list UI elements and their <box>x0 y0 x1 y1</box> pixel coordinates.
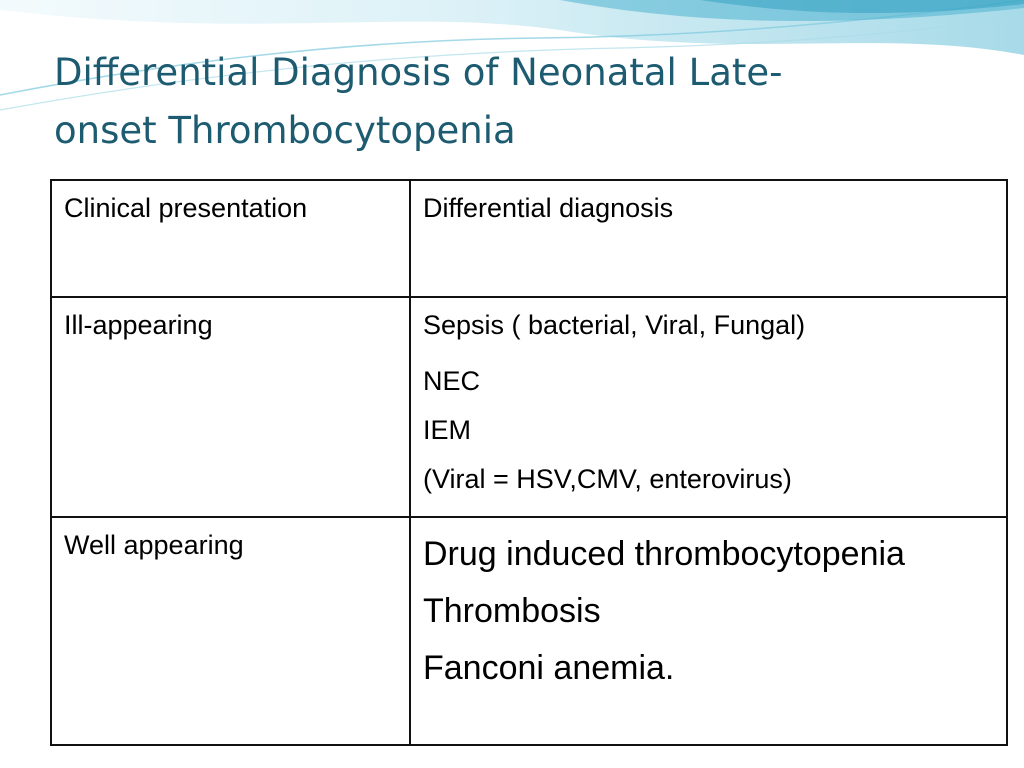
slide-title-line-2: onset Thrombocytopenia <box>54 109 516 152</box>
differential-diagnosis-table <box>50 179 1008 746</box>
diagnosis-item: Drug induced thrombocytopenia <box>423 535 905 573</box>
diagnosis-item: Thrombosis <box>423 592 601 630</box>
diagnosis-cell <box>410 517 1007 745</box>
table-header-row <box>51 180 1007 297</box>
diagnosis-item: Sepsis ( bacterial, Viral, Fungal) <box>423 310 806 340</box>
header-differential-diagnosis-label: Differential diagnosis <box>423 193 674 223</box>
diagnosis-item: Fanconi anemia. <box>423 649 675 687</box>
diagnosis-item: IEM <box>423 415 472 445</box>
presentation-well-appearing: Well appearing <box>64 530 244 560</box>
presentation-cell <box>51 297 410 517</box>
table-row-ill-appearing <box>51 297 1007 517</box>
diagnosis-cell <box>410 297 1007 517</box>
diagnosis-item: (Viral = HSV,CMV, enterovirus) <box>423 464 792 494</box>
header-clinical-presentation <box>51 180 410 297</box>
presentation-ill-appearing: Ill-appearing <box>64 310 213 340</box>
presentation-cell <box>51 517 410 745</box>
header-clinical-presentation-label: Clinical presentation <box>64 193 308 223</box>
diagnosis-list-well-appearing <box>423 526 996 697</box>
slide-title <box>54 44 954 160</box>
slide-title-line-1: Differential Diagnosis of Neonatal Late- <box>54 51 783 94</box>
diagnosis-item: NEC <box>423 366 481 396</box>
header-differential-diagnosis <box>410 180 1007 297</box>
table-row-well-appearing <box>51 517 1007 745</box>
diagnosis-list-ill-appearing <box>423 308 996 504</box>
